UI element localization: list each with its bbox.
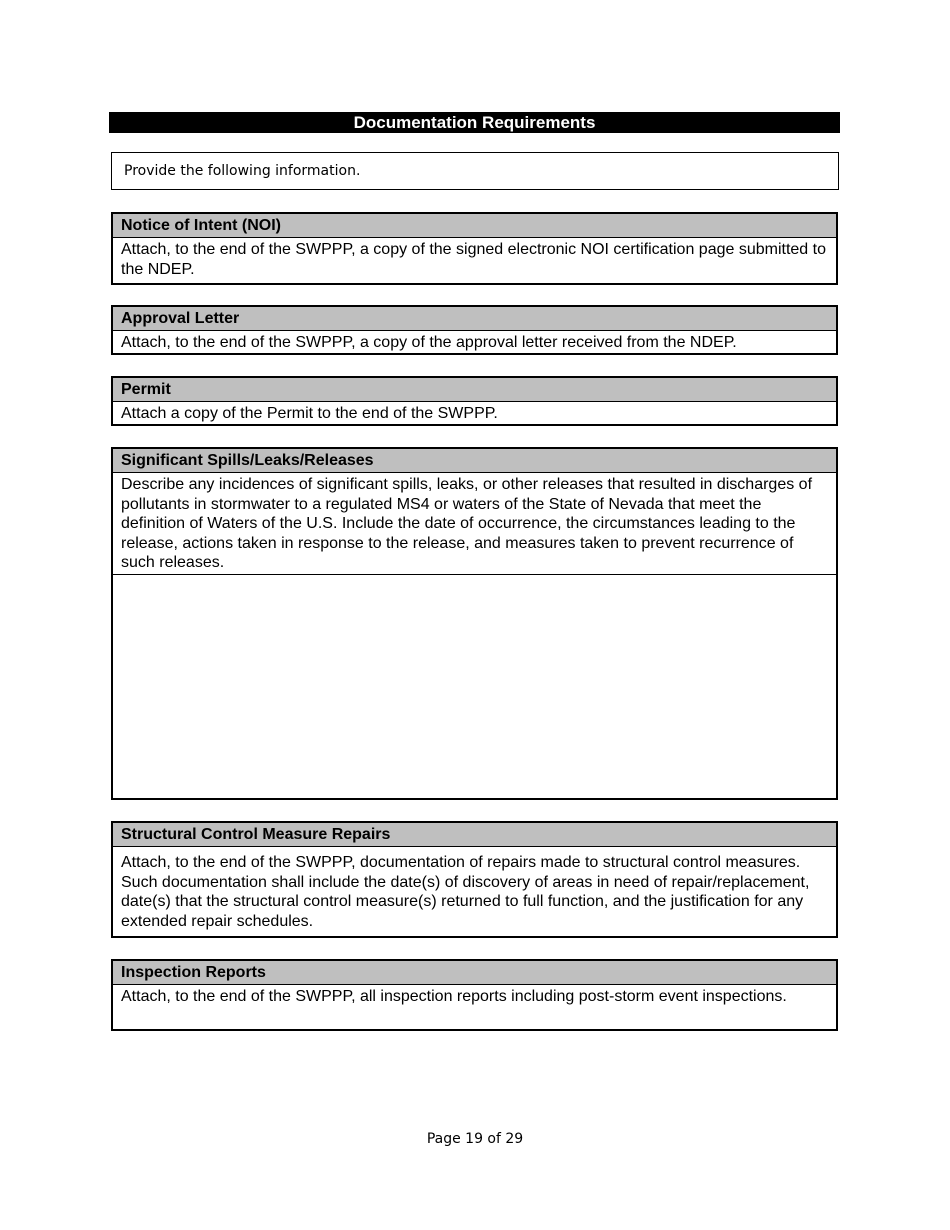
intro-text: Provide the following information. [124, 163, 361, 179]
section-text: Attach, to the end of the SWPPP, all inspection reports including post-storm event inspections. [121, 988, 787, 1005]
section-text: Attach, to the end of the SWPPP, a copy of the signed electronic NOI certification page submitted to the NDEP. [121, 241, 826, 278]
page-title: Documentation Requirements [109, 112, 840, 133]
section-spills [111, 447, 838, 800]
section-heading: Notice of Intent (NOI) [113, 214, 836, 238]
section-text: Attach, to the end of the SWPPP, documentation of repairs made to structural control measures. Such documentation shall include the date(s) of discovery of areas in need of repair/replacement, date(s) that the structural control measure(s) returned to full function, and the justification for any extended repair schedules. [121, 854, 810, 930]
section-heading: Permit [113, 378, 836, 402]
spills-response-area[interactable] [113, 574, 836, 798]
section-text: Attach, to the end of the SWPPP, a copy of the approval letter received from the NDEP. [121, 334, 737, 351]
section-heading: Structural Control Measure Repairs [113, 823, 836, 847]
section-text: Describe any incidences of significant spills, leaks, or other releases that resulted in discharges of pollutants in stormwater to a regulated MS4 or waters of the State of Nevada that meet the definition of Waters of the U.S. Include the date of occurrence, the circumstances leading to the release, actions taken in response to the release, and measures taken to prevent recurrence of such releases. [121, 476, 813, 572]
section-text: Attach a copy of the Permit to the end of the SWPPP. [121, 405, 498, 422]
page-number: Page 19 of 29 [426, 1131, 524, 1147]
section-heading: Approval Letter [113, 307, 836, 331]
section-inspection-reports [111, 959, 838, 1031]
section-structural-repairs [111, 821, 838, 938]
intro-box [111, 152, 839, 190]
section-heading: Inspection Reports [113, 961, 836, 985]
section-noi [111, 212, 838, 285]
section-approval-letter [111, 305, 838, 355]
section-permit [111, 376, 838, 426]
section-heading: Significant Spills/Leaks/Releases [113, 449, 836, 473]
